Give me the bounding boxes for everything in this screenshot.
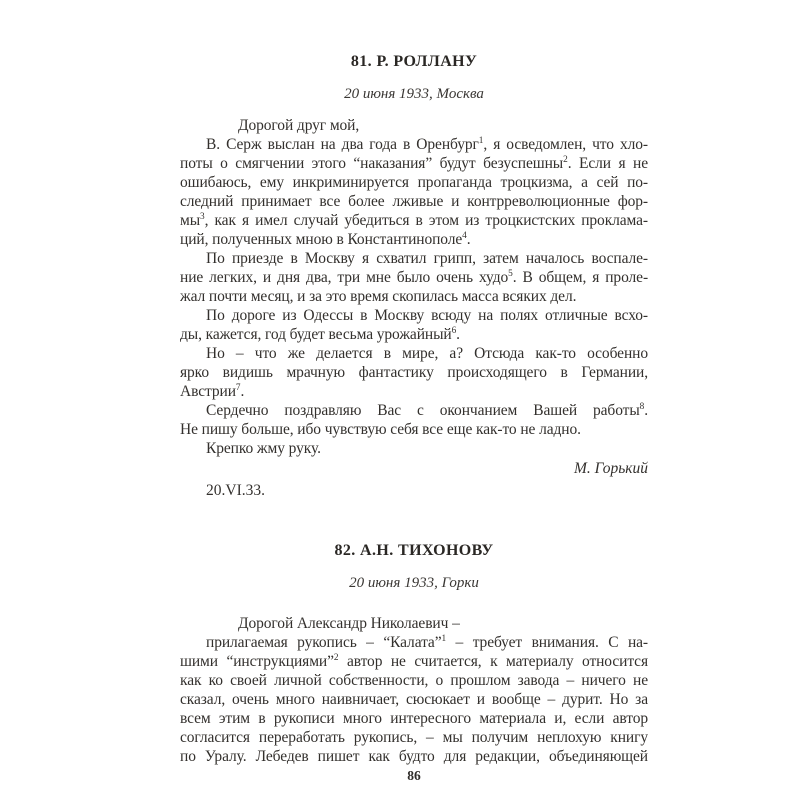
text-line: Не пишу больше, ибо чувствую себя все еще как-то не ладно. <box>180 421 581 438</box>
text-line: жал почти месяц, и за это время скопилась масса всяких дел. <box>180 288 577 305</box>
footnote-marker: 4 <box>462 230 467 241</box>
footnote-marker: 2 <box>563 154 568 165</box>
letter-82-dateline: 20 июня 1933, Горки <box>349 575 479 591</box>
letter-81-dateline: 20 июня 1933, Москва <box>344 86 484 102</box>
text-line: ды, кажется, год будет весьма урожайный$^6$. <box>180 325 460 343</box>
letter-81-body <box>180 116 648 458</box>
text-line: поты о смягчении этого “наказания” будут безуспешны$^2$. Если я не <box>180 154 648 172</box>
footnote-marker: 1 <box>441 633 447 644</box>
footnote-marker: 5 <box>508 268 513 279</box>
text-line: Но – что же делается в мире, а? Отсюда как-то особенно <box>206 345 648 362</box>
text-line: прилагаемая рукопись – “Калата”$^1$ – требует внимания. С на- <box>206 633 648 651</box>
text-line: Дорогой Александр Николаевич – <box>238 615 460 632</box>
text-line: Австрии$^7$. <box>180 382 245 400</box>
letter-82-heading: 82. А.Н. ТИХОНОВУ <box>334 542 494 559</box>
text-line: следний принимает все более лживые и контрреволюционные фор- <box>180 193 648 210</box>
text-line: согласится переработать рукопись, – мы получим неплохую книгу <box>180 729 648 746</box>
page-number: 86 <box>407 768 421 783</box>
footnote-marker: 8 <box>639 401 645 412</box>
text-line: шими “инструкциями”$^2$ автор не считается, к материалу относится <box>180 652 648 670</box>
footnote-marker: 1 <box>478 135 484 146</box>
footnote-marker: 6 <box>451 325 457 336</box>
letter-81-heading: 81. Р. РОЛЛАНУ <box>350 53 478 70</box>
text-line: ций, полученных мною в Константинополе$^4$. <box>180 230 471 248</box>
text-line: как ко своей личной собственности, о прошлом завода – ничего не <box>180 672 648 689</box>
text-line: по Уралу. Лебедев пишет как будто для редакции, объединяющей <box>180 748 648 765</box>
text-line: ошибаюсь, ему инкриминируется пропаганда троцкизма, а сей по- <box>180 174 648 191</box>
text-line: В. Серж выслан на два года в Оренбург$^1$, я осведомлен, что хло- <box>206 135 648 153</box>
footnote-marker: 3 <box>200 211 205 222</box>
text-line: Дорогой друг мой, <box>238 117 360 134</box>
text-line: всем этим в рукописи много интересного материала и, если автор <box>180 710 648 727</box>
text-line: Сердечно поздравляю Вас с окончанием Вашей работы$^8$. <box>206 401 648 419</box>
text-column <box>180 0 648 766</box>
letter-82-body <box>180 614 648 766</box>
text-line: $мы^3$, как я имел случай убедиться в этом из троцкистских проклама- <box>180 211 648 229</box>
text-line: сказал, очень много наивничает, сюсюкает и вообще – дурит. Но за <box>180 691 648 708</box>
text-line: Крепко жму руку. <box>206 440 321 457</box>
footnote-marker: 2 <box>333 652 339 663</box>
text-line: По приезде в Москву я схватил грипп, затем началось воспале- <box>206 250 648 267</box>
text-line: По дороге из Одессы в Москву всюду на полях отличные всхо- <box>206 307 648 324</box>
text-line: ярко видишь мрачную фантастику происходящего в Германии, <box>180 364 648 381</box>
letter-81-signature: М. Горький <box>574 460 648 477</box>
footnote-marker: 7 <box>235 382 241 393</box>
text-line: ние легких, и дня два, три мне было очень худо$^5$. В общем, я проле- <box>180 268 648 286</box>
letter-81-date-note: 20.VI.33. <box>206 482 265 499</box>
